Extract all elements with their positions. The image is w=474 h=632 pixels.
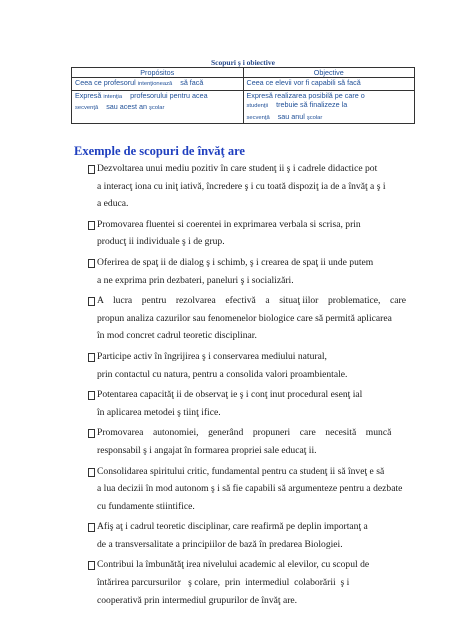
goals-list	[88, 160, 406, 612]
cell-purpose-2: Expresă intenţia profesorului pentru acea secvenţă sau acest an şcolar	[72, 90, 244, 124]
list-item-line: Participe activ în îngrijirea ş i conservarea mediului natural,	[97, 350, 327, 362]
section-title: Exemple de scopuri de învăţ are	[74, 144, 245, 158]
bullet-box-icon	[88, 429, 95, 438]
list-item-line: a educa.	[97, 198, 129, 210]
header-propositos: Propósitos	[72, 68, 244, 78]
list-item-line: a lua decizii în mod autonom ş i să fie capabili să argumenteze pentru a dezbate	[97, 483, 403, 495]
cell-objective-2: Expresă realizarea posibilă pe care o studenţii trebuie să finalizeze la secvenţă sau anul şcolar	[243, 90, 415, 124]
list-item-line: responsabil ş i angajat în formarea propriei sale educaţ ii.	[97, 444, 317, 456]
header-objective: Objective	[243, 68, 415, 78]
list-item-line: de a transversalitate a principiilor de bază în predarea Biologiei.	[97, 538, 343, 550]
list-item-line: Potentarea capacităţ ii de observaţ ie ş i conţ inut procedural esenţ ial	[97, 389, 363, 401]
list-item	[88, 160, 388, 213]
bullet-box-icon	[88, 165, 95, 174]
list-item-line: Promovarea autonomiei, generând propuneri care necesită muncă	[97, 427, 392, 439]
bullet-box-icon	[88, 297, 95, 306]
bullet-box-icon	[88, 391, 95, 400]
list-item-line: în mod concret cadrul teoretic disciplinar.	[97, 330, 257, 342]
list-item-line: A lucra pentru rezolvarea efectivă a situaţ iilor problematice, care	[97, 295, 406, 307]
list-item-line: întărirea parcursurilor ş colare, prin intermediul colaborării ş i	[97, 577, 350, 589]
list-item-line: producţ ii individuale ş i de grup.	[97, 236, 225, 248]
list-item	[88, 254, 388, 289]
list-item-line: a interacţ iona cu iniţ iativă, încredere ş i cu toată dispoziţ ia de a învăţ a ş i	[97, 180, 386, 192]
list-item-line: prin contactul cu natura, pentru a consolida valori proambientale.	[97, 368, 348, 380]
list-item-line: cooperativă prin intermediul grupurilor de învăţ are.	[97, 594, 298, 606]
list-item	[88, 292, 406, 345]
list-item-line: cu fundamente stiintifice.	[97, 500, 195, 512]
bullet-box-icon	[88, 259, 95, 268]
list-item-line: în aplicarea metodei ş tiinţ ifice.	[97, 406, 221, 418]
list-item	[88, 216, 388, 251]
list-item	[88, 556, 388, 609]
list-item-line: a ne exprima prin dezbateri, paneluri ş i socializări.	[97, 274, 294, 286]
list-item-line: Afiş aţ i cadrul teoretic disciplinar, care reafirmă pe deplin importanţ a	[97, 521, 368, 533]
objectives-table	[71, 67, 415, 124]
list-item	[88, 386, 388, 421]
bullet-box-icon	[88, 468, 95, 477]
list-item-line: propun analiza cazurilor sau fenomenelor biologice care să permită aplicarea	[97, 312, 392, 324]
list-item-line: Consolidarea spiritului critic, fundamental pentru ca studenţ ii să înveţ e să	[97, 465, 385, 477]
list-item-line: Contribui la îmbunătăţ irea nivelului academic al elevilor, cu scopul de	[97, 559, 370, 571]
bullet-box-icon	[88, 561, 95, 570]
cell-objective-1: Ceea ce elevii vor fi capabili să facă	[243, 78, 415, 91]
list-item	[88, 424, 392, 459]
list-item-line: Oferirea de spaţ ii de dialog ş i schimb, ş i crearea de spaţ ii unde putem	[97, 256, 374, 268]
list-item	[88, 463, 403, 516]
bullet-box-icon	[88, 221, 95, 230]
bullet-box-icon	[88, 523, 95, 532]
list-item	[88, 348, 388, 383]
cell-purpose-1: Ceea ce profesorul intenţionează să facă	[72, 78, 244, 91]
list-item	[88, 518, 388, 553]
list-item-line: Dezvoltarea unui mediu pozitiv în care studenţ ii ş i cadrele didactice pot	[97, 163, 378, 174]
bullet-box-icon	[88, 353, 95, 362]
table-caption: Scopuri ş i obiective	[211, 58, 275, 67]
list-item-line: Promovarea fluentei si coerentei in exprimarea verbala si scrisa, prin	[97, 218, 361, 230]
